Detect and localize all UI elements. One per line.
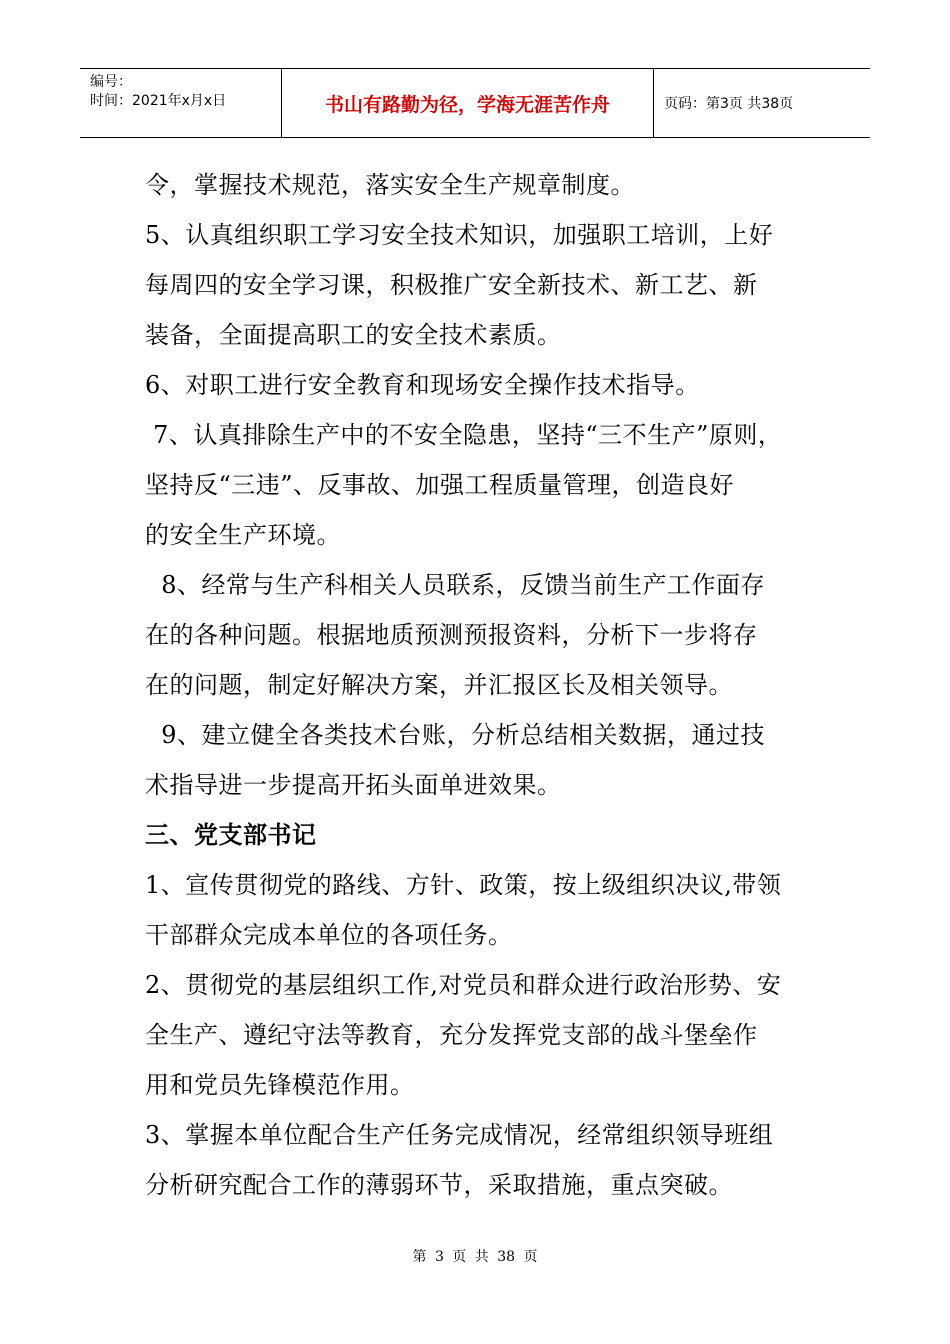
header-motto: 书山有路勤为径，学海无涯苦作舟 bbox=[282, 69, 654, 137]
page-header bbox=[80, 68, 870, 138]
text-line: 9、建立健全各类技术台账，分析总结相关数据，通过技 bbox=[145, 721, 766, 749]
header-page-info: 页码：第3页 共38页 bbox=[664, 96, 794, 112]
text-line: 装备，全面提高职工的安全技术素质。 bbox=[145, 321, 562, 349]
text-line: 术指导进一步提高开拓头面单进效果。 bbox=[145, 771, 562, 799]
text-line: 用和党员先锋模范作用。 bbox=[145, 1071, 415, 1099]
text-line: 1、宣传贯彻党的路线、方针、政策，按上级组织决议,带领 bbox=[145, 871, 782, 899]
text-line: 每周四的安全学习课，积极推广安全新技术、新工艺、新 bbox=[145, 271, 758, 299]
section-heading: 三、党支部书记 bbox=[145, 820, 317, 849]
text-line: 6、对职工进行安全教育和现场安全操作技术指导。 bbox=[145, 371, 700, 399]
text-line: 3、掌握本单位配合生产任务完成情况，经常组织领导班组 bbox=[145, 1121, 774, 1149]
text-line: 7、认真排除生产中的不安全隐患，坚持“三不生产”原则， bbox=[145, 421, 783, 449]
document-date-label: 时间：2021年x月x日 bbox=[90, 93, 227, 109]
text-line: 8、经常与生产科相关人员联系，反馈当前生产工作面存 bbox=[145, 571, 766, 599]
text-line: 5、认真组织职工学习安全技术知识，加强职工培训，上好 bbox=[145, 221, 774, 249]
text-line: 坚持反“三违”、反事故、加强工程质量管理，创造良好 bbox=[145, 471, 735, 499]
header-meta bbox=[80, 69, 282, 137]
page-footer: 第 3 页 共 38 页 bbox=[412, 1249, 538, 1265]
text-line: 的安全生产环境。 bbox=[145, 521, 341, 549]
text-line: 分析研究配合工作的薄弱环节，采取措施，重点突破。 bbox=[145, 1171, 733, 1199]
text-line: 在的各种问题。根据地质预测预报资料，分析下一步将存 bbox=[145, 621, 758, 649]
document-body bbox=[145, 160, 810, 1210]
text-line: 2、贯彻党的基层组织工作,对党员和群众进行政治形势、安 bbox=[145, 971, 782, 999]
text-line: 干部群众完成本单位的各项任务。 bbox=[145, 921, 513, 949]
text-line: 令，掌握技术规范，落实安全生产规章制度。 bbox=[145, 171, 635, 199]
document-number-label: 编号： bbox=[90, 74, 132, 90]
text-line: 全生产、遵纪守法等教育，充分发挥党支部的战斗堡垒作 bbox=[145, 1021, 758, 1049]
text-line: 在的问题，制定好解决方案，并汇报区长及相关领导。 bbox=[145, 671, 733, 699]
